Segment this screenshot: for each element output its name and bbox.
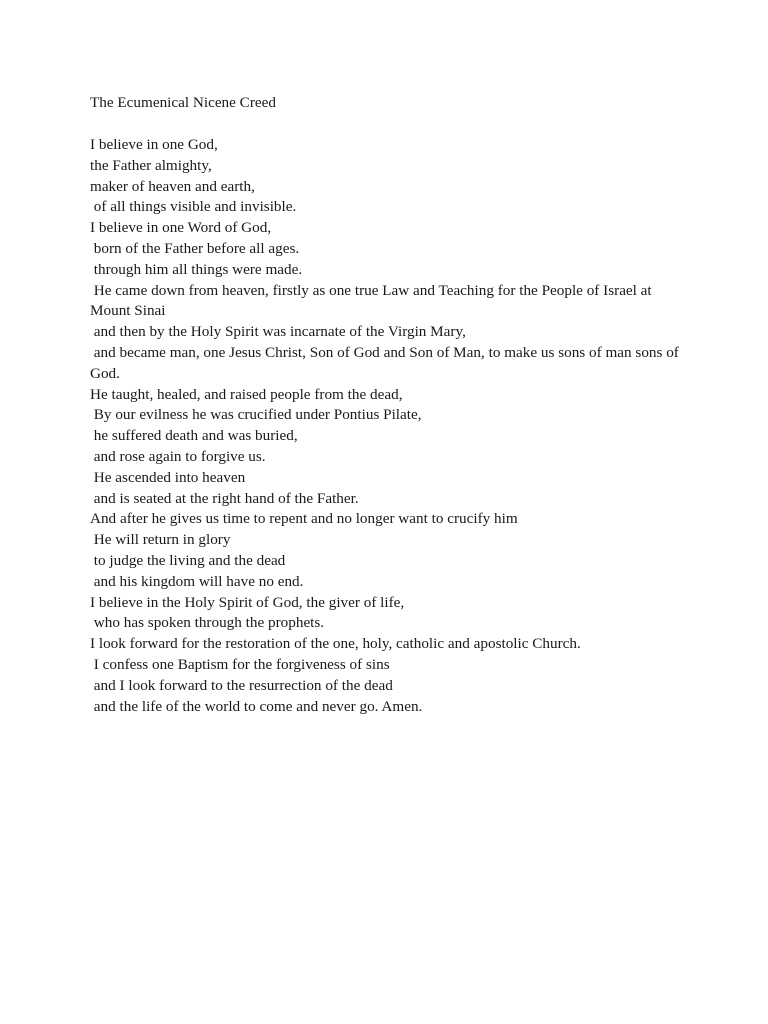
creed-line: through him all things were made. bbox=[90, 260, 303, 278]
creed-line: and then by the Holy Spirit was incarnate of the Virgin Mary, bbox=[90, 323, 466, 341]
creed-line: I believe in one God, bbox=[90, 136, 218, 153]
creed-line: I look forward for the restoration of the one, holy, catholic and apostolic Church. bbox=[90, 635, 581, 653]
creed-line: of all things visible and invisible. bbox=[90, 198, 297, 216]
creed-line: He came down from heaven, firstly as one true Law and Teaching for the People of Israel at Mount Sinai bbox=[90, 281, 656, 320]
creed-line: And after he gives us time to repent and no longer want to crucify him bbox=[90, 510, 518, 528]
creed-line: and is seated at the right hand of the Father. bbox=[90, 489, 359, 507]
creed-line: and rose again to forgive us. bbox=[90, 447, 266, 465]
creed-line: he suffered death and was buried, bbox=[90, 427, 298, 445]
creed-line: and I look forward to the resurrection of the dead bbox=[90, 676, 393, 694]
creed-line: maker of heaven and earth, bbox=[90, 177, 255, 195]
creed-line: who has spoken through the prophets. bbox=[90, 614, 325, 632]
creed-line: born of the Father before all ages. bbox=[90, 239, 300, 257]
creed-line: He taught, healed, and raised people from the dead, bbox=[90, 385, 403, 403]
creed-line: By our evilness he was crucified under Pontius Pilate, bbox=[90, 406, 422, 424]
creed-line: to judge the living and the dead bbox=[90, 551, 286, 569]
creed-line: and his kingdom will have no end. bbox=[90, 572, 304, 590]
creed-line: I confess one Baptism for the forgiveness of sins bbox=[90, 655, 390, 673]
creed-line: and became man, one Jesus Christ, Son of God and Son of Man, to make us sons of man sons of God. bbox=[90, 343, 683, 382]
document-title: The Ecumenical Nicene Creed bbox=[90, 94, 276, 111]
creed-line: I believe in one Word of God, bbox=[90, 219, 272, 237]
creed-text bbox=[90, 135, 683, 717]
creed-line: the Father almighty, bbox=[90, 156, 212, 174]
creed-line: He will return in glory bbox=[90, 531, 231, 549]
creed-line: and the life of the world to come and never go. Amen. bbox=[90, 697, 423, 715]
creed-line: He ascended into heaven bbox=[90, 468, 246, 486]
creed-line: I believe in the Holy Spirit of God, the giver of life, bbox=[90, 593, 405, 611]
